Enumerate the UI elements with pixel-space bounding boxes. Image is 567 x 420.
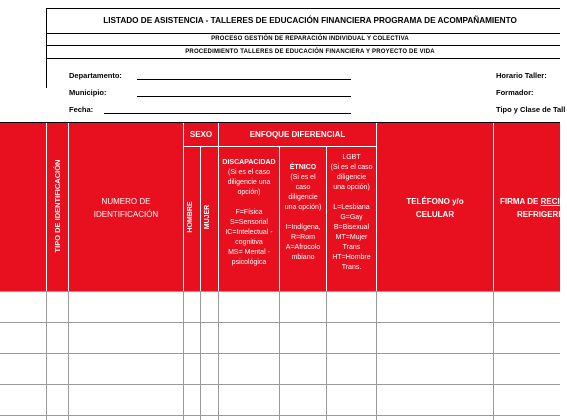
discapacidad-l9: psicológica xyxy=(231,259,267,266)
col-mujer: MUJER xyxy=(204,204,211,230)
col-enfoque-text: ENFOQUE DIFERENCIAL xyxy=(249,130,346,139)
row-border-2 xyxy=(0,353,560,354)
col-enfoque xyxy=(219,130,376,139)
col-border-6 xyxy=(326,291,327,420)
col-telefono-line1: TELÉFONO y/o xyxy=(406,197,464,206)
etnico-l4: una opción) xyxy=(284,204,322,211)
discapacidad-l5: S=Sensorial xyxy=(230,219,268,226)
field-fecha-line[interactable] xyxy=(104,113,351,114)
discapacidad-title: DISCAPACIDAD xyxy=(222,159,276,166)
lgbt-l1: (Si es el caso xyxy=(330,164,373,171)
discapacidad-l8: MS= Mental - xyxy=(228,249,270,256)
field-fecha-label: Fecha: xyxy=(69,105,94,114)
lgbt-l4: L=Lesbiana xyxy=(333,204,370,211)
col-telefono-line2: CELULAR xyxy=(415,210,455,219)
col-hombre: HOMBRE xyxy=(187,201,194,233)
row-border-0 xyxy=(0,291,560,292)
row-border-1 xyxy=(0,322,560,323)
lgbt-l7: MT=Mujer xyxy=(335,234,368,241)
col-firma-line1 xyxy=(500,197,560,206)
discapacidad-l7: cognitiva xyxy=(235,239,263,246)
lgbt-l8: Trans xyxy=(342,244,361,251)
col-firma-text: FIRMA DE xyxy=(500,197,541,206)
field-horario-label: Horario Taller: xyxy=(496,71,547,80)
header-sep-1 xyxy=(46,123,47,291)
etnico-title: ÉTNICO xyxy=(289,164,317,171)
col-border-1 xyxy=(68,291,69,420)
col-border-4 xyxy=(218,291,219,420)
etnico-l6: R=Rom xyxy=(291,234,315,241)
etnico-l3: diligencie xyxy=(288,194,318,201)
header-sep-2 xyxy=(68,123,69,291)
top-border xyxy=(46,8,560,9)
col-border-2 xyxy=(183,291,184,420)
col-border-8 xyxy=(493,291,494,420)
discapacidad-l1: (Si es el caso xyxy=(227,169,271,176)
col-numero-id-line2: IDENTIFICACIÓN xyxy=(93,210,159,219)
page-title: LISTADO DE ASISTENCIA - TALLERES DE EDUCACIÓN FINANCIERA PROGRAMA DE ACOMPAÑAMIENTO xyxy=(103,16,517,25)
row-border-3 xyxy=(0,384,560,385)
col-border-0 xyxy=(46,291,47,420)
header-sep-h xyxy=(183,146,376,147)
col-border-3 xyxy=(200,291,201,420)
row-border-4 xyxy=(0,415,560,416)
col-border-7 xyxy=(376,291,377,420)
discapacidad-l3: opción) xyxy=(237,189,261,196)
field-departamento-label: Departamento: xyxy=(69,71,122,80)
process-bottom-border xyxy=(46,45,560,46)
header-sep-8 xyxy=(376,123,377,291)
lgbt-l3: una opción) xyxy=(333,184,370,191)
process-line: PROCESO GESTIÓN DE REPARACIÓN INDIVIDUAL Y COLECTIVA xyxy=(211,36,409,42)
header-sep-9 xyxy=(493,123,494,291)
field-municipio-line[interactable] xyxy=(137,96,351,97)
lgbt-block xyxy=(327,153,376,273)
discapacidad-l6: IC=Intelectual - xyxy=(225,229,273,236)
field-municipio-label: Municipio: xyxy=(69,88,107,97)
header-sep-4 xyxy=(200,146,201,291)
col-border-5 xyxy=(279,291,280,420)
lgbt-l5: G=Gay xyxy=(340,214,363,221)
etnico-l7: A=Afrocolo xyxy=(285,244,321,251)
etnico-block xyxy=(280,163,326,263)
header-sep-3 xyxy=(183,123,184,291)
title-bottom-border xyxy=(46,33,560,34)
lgbt-l2: diligencie xyxy=(336,174,367,181)
col-firma-line2: REFRIGERIO xyxy=(517,210,567,219)
discapacidad-block xyxy=(219,158,279,268)
etnico-l8: mbiano xyxy=(291,254,315,261)
etnico-l2: caso xyxy=(295,184,311,191)
discapacidad-l4: F=Física xyxy=(235,209,263,216)
etnico-l1: (Si es el xyxy=(290,174,316,181)
procedure-bottom-border xyxy=(46,58,560,59)
field-departamento-line[interactable] xyxy=(137,79,351,80)
procedure-line: PROCEDIMIENTO TALLERES DE EDUCACIÓN FINANCIERA Y PROYECTO DE VIDA xyxy=(185,49,435,55)
field-tipo-label: Tipo y Clase de Tall xyxy=(496,105,566,114)
field-formador-label: Formador: xyxy=(496,88,534,97)
col-firma-underlined: RECI xyxy=(540,197,560,206)
lgbt-title: LGBT xyxy=(342,154,361,161)
left-border xyxy=(46,8,47,88)
discapacidad-l2: diligencie una xyxy=(227,179,271,186)
lgbt-l10: Trans. xyxy=(341,264,362,271)
col-sexo: SEXO xyxy=(189,130,213,139)
lgbt-l9: HT=Hombre xyxy=(332,254,371,261)
col-numero-id-line1: NUMERO DE xyxy=(101,197,151,206)
etnico-l5: I=Indígena, xyxy=(285,224,321,231)
col-tipo-identificacion: TIPO DE IDENTIFICACIÓN xyxy=(53,159,62,253)
lgbt-l6: B=Bisexual xyxy=(333,224,370,231)
